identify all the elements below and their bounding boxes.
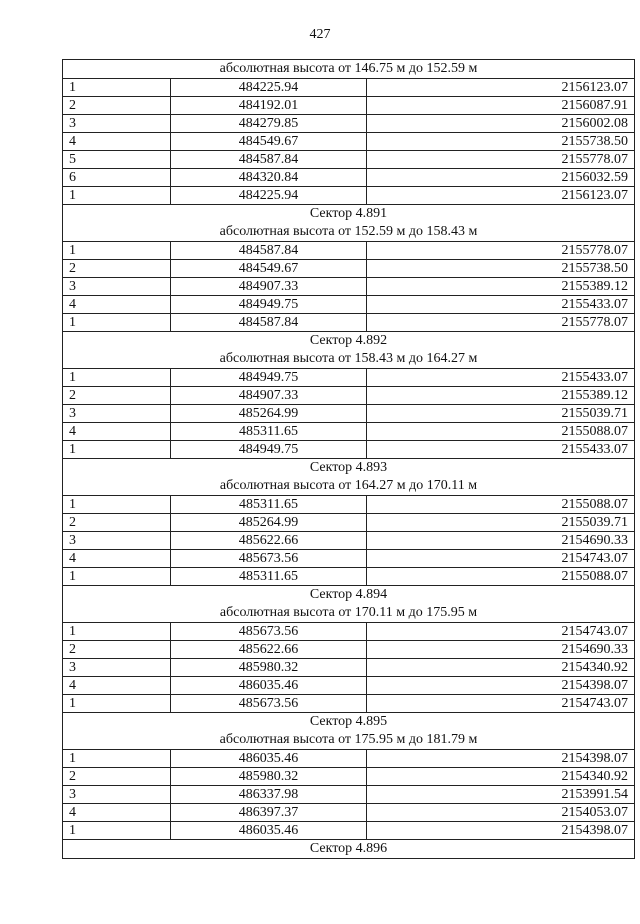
point-number-cell: 1 — [63, 79, 171, 97]
point-number-cell: 6 — [63, 169, 171, 187]
x-coordinate-cell: 485673.56 — [171, 550, 367, 568]
sector-header-row — [63, 713, 635, 750]
altitude-range: абсолютная высота от 170.11 м до 175.95 м — [219, 605, 478, 620]
sector-header-cell — [63, 840, 635, 859]
x-coordinate-cell: 484225.94 — [171, 79, 367, 97]
y-coordinate-cell: 2155433.07 — [367, 441, 635, 459]
y-coordinate-cell: 2154743.07 — [367, 550, 635, 568]
y-coordinate-cell: 2154690.33 — [367, 532, 635, 550]
table-row — [63, 278, 635, 296]
table-row — [63, 514, 635, 532]
y-coordinate-cell: 2156002.08 — [367, 115, 635, 133]
table-row — [63, 804, 635, 822]
altitude-range: абсолютная высота от 164.27 м до 170.11 м — [219, 478, 478, 493]
sector-header-row — [63, 586, 635, 623]
table-row — [63, 532, 635, 550]
x-coordinate-cell: 485980.32 — [171, 659, 367, 677]
point-number-cell: 3 — [63, 115, 171, 133]
point-number-cell: 1 — [63, 822, 171, 840]
sector-header-row — [63, 332, 635, 369]
sector-header-row — [63, 205, 635, 242]
y-coordinate-cell: 2155433.07 — [367, 369, 635, 387]
x-coordinate-cell: 484907.33 — [171, 387, 367, 405]
altitude-range: абсолютная высота от 158.43 м до 164.27 м — [219, 351, 478, 366]
sector-header-row — [63, 459, 635, 496]
point-number-cell: 1 — [63, 242, 171, 260]
table-row — [63, 115, 635, 133]
y-coordinate-cell: 2154398.07 — [367, 822, 635, 840]
x-coordinate-cell: 486035.46 — [171, 677, 367, 695]
point-number-cell: 5 — [63, 151, 171, 169]
y-coordinate-cell: 2156123.07 — [367, 79, 635, 97]
sector-title: Сектор 4.895 — [309, 714, 388, 729]
point-number-cell: 4 — [63, 804, 171, 822]
table-row — [63, 423, 635, 441]
x-coordinate-cell: 486035.46 — [171, 750, 367, 768]
table-row — [63, 695, 635, 713]
y-coordinate-cell: 2154743.07 — [367, 695, 635, 713]
x-coordinate-cell: 485980.32 — [171, 768, 367, 786]
point-number-cell: 1 — [63, 441, 171, 459]
x-coordinate-cell: 485311.65 — [171, 568, 367, 586]
y-coordinate-cell: 2155039.71 — [367, 514, 635, 532]
x-coordinate-cell: 485264.99 — [171, 405, 367, 423]
x-coordinate-cell: 484320.84 — [171, 169, 367, 187]
x-coordinate-cell: 484549.67 — [171, 133, 367, 151]
x-coordinate-cell: 485622.66 — [171, 532, 367, 550]
coordinates-table-body — [63, 60, 635, 859]
point-number-cell: 3 — [63, 659, 171, 677]
table-row — [63, 496, 635, 514]
y-coordinate-cell: 2154398.07 — [367, 677, 635, 695]
y-coordinate-cell: 2154340.92 — [367, 659, 635, 677]
point-number-cell: 3 — [63, 532, 171, 550]
point-number-cell: 4 — [63, 550, 171, 568]
point-number-cell: 3 — [63, 786, 171, 804]
point-number-cell: 1 — [63, 695, 171, 713]
table-row — [63, 79, 635, 97]
y-coordinate-cell: 2156032.59 — [367, 169, 635, 187]
x-coordinate-cell: 485311.65 — [171, 423, 367, 441]
y-coordinate-cell: 2155088.07 — [367, 496, 635, 514]
table-row — [63, 405, 635, 423]
x-coordinate-cell: 484192.01 — [171, 97, 367, 115]
page-number: 427 — [309, 27, 331, 42]
x-coordinate-cell: 486337.98 — [171, 786, 367, 804]
x-coordinate-cell: 484587.84 — [171, 314, 367, 332]
altitude-range: абсолютная высота от 175.95 м до 181.79 м — [219, 732, 478, 747]
point-number-cell: 1 — [63, 369, 171, 387]
y-coordinate-cell: 2154743.07 — [367, 623, 635, 641]
x-coordinate-cell: 484587.84 — [171, 151, 367, 169]
table-row — [63, 260, 635, 278]
sector-header-cell — [63, 713, 635, 750]
sector-title: Сектор 4.892 — [309, 333, 388, 348]
y-coordinate-cell: 2154340.92 — [367, 768, 635, 786]
table-row — [63, 169, 635, 187]
sector-header-cell — [63, 332, 635, 369]
altitude-range: абсолютная высота от 146.75 м до 152.59 м — [219, 61, 478, 76]
table-row — [63, 387, 635, 405]
x-coordinate-cell: 484949.75 — [171, 441, 367, 459]
table-row — [63, 768, 635, 786]
table-row — [63, 314, 635, 332]
x-coordinate-cell: 484949.75 — [171, 369, 367, 387]
table-row — [63, 750, 635, 768]
point-number-cell: 1 — [63, 187, 171, 205]
x-coordinate-cell: 486397.37 — [171, 804, 367, 822]
x-coordinate-cell: 485673.56 — [171, 695, 367, 713]
point-number-cell: 1 — [63, 568, 171, 586]
altitude-range: абсолютная высота от 152.59 м до 158.43 м — [219, 224, 478, 239]
table-row — [63, 133, 635, 151]
sector-title: Сектор 4.894 — [309, 587, 388, 602]
sector-header-cell — [63, 586, 635, 623]
table-row — [63, 369, 635, 387]
table-row — [63, 623, 635, 641]
x-coordinate-cell: 484549.67 — [171, 260, 367, 278]
x-coordinate-cell: 485311.65 — [171, 496, 367, 514]
point-number-cell: 4 — [63, 423, 171, 441]
x-coordinate-cell: 486035.46 — [171, 822, 367, 840]
point-number-cell: 2 — [63, 641, 171, 659]
table-row — [63, 786, 635, 804]
x-coordinate-cell: 484949.75 — [171, 296, 367, 314]
table-row — [63, 187, 635, 205]
y-coordinate-cell: 2154690.33 — [367, 641, 635, 659]
point-number-cell: 2 — [63, 768, 171, 786]
x-coordinate-cell: 484587.84 — [171, 242, 367, 260]
sector-header-cell — [63, 205, 635, 242]
point-number-cell: 1 — [63, 496, 171, 514]
point-number-cell: 3 — [63, 278, 171, 296]
table-row — [63, 568, 635, 586]
sector-title: Сектор 4.896 — [309, 841, 388, 856]
y-coordinate-cell: 2155778.07 — [367, 151, 635, 169]
y-coordinate-cell: 2155738.50 — [367, 133, 635, 151]
point-number-cell: 4 — [63, 133, 171, 151]
y-coordinate-cell: 2155778.07 — [367, 314, 635, 332]
sector-title: Сектор 4.891 — [309, 206, 388, 221]
table-row — [63, 677, 635, 695]
point-number-cell: 4 — [63, 296, 171, 314]
x-coordinate-cell: 485264.99 — [171, 514, 367, 532]
table-row — [63, 296, 635, 314]
y-coordinate-cell: 2154053.07 — [367, 804, 635, 822]
x-coordinate-cell: 485622.66 — [171, 641, 367, 659]
y-coordinate-cell: 2156123.07 — [367, 187, 635, 205]
sector-title: Сектор 4.893 — [309, 460, 388, 475]
y-coordinate-cell: 2154398.07 — [367, 750, 635, 768]
sector-header-row — [63, 60, 635, 79]
table-row — [63, 242, 635, 260]
point-number-cell: 1 — [63, 750, 171, 768]
x-coordinate-cell: 484279.85 — [171, 115, 367, 133]
table-row — [63, 659, 635, 677]
y-coordinate-cell: 2155088.07 — [367, 423, 635, 441]
point-number-cell: 2 — [63, 260, 171, 278]
y-coordinate-cell: 2155389.12 — [367, 387, 635, 405]
point-number-cell: 1 — [63, 314, 171, 332]
y-coordinate-cell: 2155738.50 — [367, 260, 635, 278]
y-coordinate-cell: 2156087.91 — [367, 97, 635, 115]
sector-header-cell — [63, 60, 635, 79]
y-coordinate-cell: 2155433.07 — [367, 296, 635, 314]
table-row — [63, 151, 635, 169]
sector-header-cell — [63, 459, 635, 496]
y-coordinate-cell: 2155088.07 — [367, 568, 635, 586]
x-coordinate-cell: 485673.56 — [171, 623, 367, 641]
y-coordinate-cell: 2155039.71 — [367, 405, 635, 423]
point-number-cell: 1 — [63, 623, 171, 641]
y-coordinate-cell: 2153991.54 — [367, 786, 635, 804]
y-coordinate-cell: 2155389.12 — [367, 278, 635, 296]
table-row — [63, 641, 635, 659]
coordinates-table — [62, 59, 635, 859]
table-row — [63, 97, 635, 115]
x-coordinate-cell: 484225.94 — [171, 187, 367, 205]
point-number-cell: 3 — [63, 405, 171, 423]
x-coordinate-cell: 484907.33 — [171, 278, 367, 296]
table-row — [63, 822, 635, 840]
sector-header-row — [63, 840, 635, 859]
y-coordinate-cell: 2155778.07 — [367, 242, 635, 260]
point-number-cell: 2 — [63, 97, 171, 115]
point-number-cell: 4 — [63, 677, 171, 695]
table-row — [63, 550, 635, 568]
table-row — [63, 441, 635, 459]
point-number-cell: 2 — [63, 514, 171, 532]
point-number-cell: 2 — [63, 387, 171, 405]
